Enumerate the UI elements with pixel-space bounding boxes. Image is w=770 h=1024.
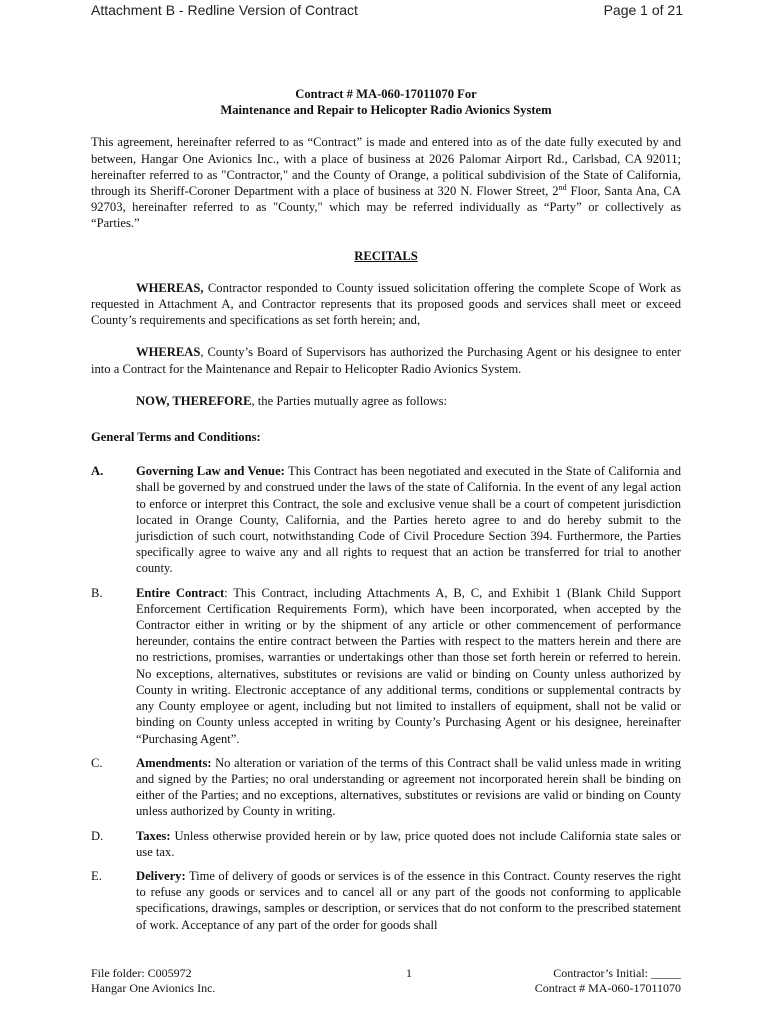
- intro-text-2: Floor, Santa Ana, CA 92703, hereinafter referred to as "County," which may be referred individually as “Party” or collectively as “Parties.”: [91, 184, 682, 231]
- clause-text: [136, 828, 681, 860]
- whereas-text-2: , County’s Board of Supervisors has authorized the Purchasing Agent or his designee to enter into a Contract for the Maintenance and Repair to Helicopter Radio Avionics System.: [91, 345, 681, 376]
- clause-letter: D.: [91, 828, 104, 843]
- clause-d: [91, 828, 681, 860]
- whereas-paragraph-2: [91, 344, 681, 376]
- now-therefore-paragraph: [91, 393, 681, 409]
- clause-lead: Taxes:: [136, 828, 171, 843]
- page-indicator: Page 1 of 21: [603, 2, 683, 18]
- clause-text: [136, 463, 681, 576]
- general-terms-heading: General Terms and Conditions:: [91, 430, 261, 445]
- clause-e: [91, 868, 681, 933]
- clause-letter: C.: [91, 755, 103, 770]
- clause-body: Time of delivery of goods or services is of the essence in this Contract. County reserves the right to refuse any goods or services and to cancel all or any part of the goods not conforming to applicable specifications, drawings, samples or description, or services that do not conform to the prescribed statement of work. Acceptance of any part of the order for goods shall: [136, 868, 681, 932]
- clause-lead: Delivery:: [136, 868, 186, 883]
- clause-letter: A.: [91, 464, 104, 479]
- intro-paragraph: [91, 134, 681, 231]
- footer-contractor-initial: Contractor’s Initial: _____: [553, 966, 681, 980]
- intro-text-1: This agreement, hereinafter referred to as “Contract” is made and entered into as of the date fully executed by and between, Hangar One Avionics Inc., with a place of business at 2026 Palomar Airport Rd., Carlsbad, CA 92011; hereinafter referred to as "Contractor," and the County of Orange, a political subdivision of the State of California, through its Sheriff-Coroner Department with a place of business at 320 N. Flower Street, 2: [91, 135, 681, 199]
- now-therefore-text: , the Parties mutually agree as follows:: [251, 393, 447, 408]
- footer-page-number: 1: [406, 966, 412, 980]
- contract-document: [91, 86, 681, 933]
- clause-body: : This Contract, including Attachments A, B, C, and Exhibit 1 (Blank Child Support Enforcement Certification Requirements Form), which have been incorporated, when accepted by the Contractor either in writing or by the shipment of any article or other commencement of performance hereunder, contains the entire contract between the Parties with respect to the matters herein and there are no restrictions, promises, warranties or undertakings other than those set forth herein or referred to herein. No exceptions, alternatives, substitutes or revisions are valid or binding on County unless authorized by County in writing. Electronic acceptance of any additional terms, conditions or supplemental contracts by any County employee or agent, including but not limited to installers of equipment, shall not be valid or binding on County unless accepted in writing by County’s Purchasing Agent or his designee, hereinafter “Purchasing Agent”.: [136, 585, 681, 746]
- intro-superscript: nd: [558, 182, 567, 192]
- footer-company: Hangar One Avionics Inc.: [91, 981, 216, 995]
- clause-body: Unless otherwise provided herein or by law, price quoted does not include California state sales or use tax.: [136, 828, 681, 859]
- now-therefore-lead: NOW, THEREFORE: [136, 393, 252, 408]
- clause-body: This Contract has been negotiated and executed in the State of California and shall be governed by and construed under the laws of the state of California. In the event of any legal action to enforce or interpret this Contract, the sole and exclusive venue shall be a court of competent jurisdiction located in Orange County, California, and the Parties hereto agree to and do hereby submit to the jurisdiction of such court, notwithstanding Code of Civil Procedure Section 394. Furthermore, the Parties specifically agree to waive any and all rights to request that an action be transferred for trial to another county.: [136, 464, 681, 576]
- clause-text: [136, 585, 681, 747]
- whereas-paragraph-1: [91, 280, 681, 329]
- clause-lead: Entire Contract: [136, 585, 225, 600]
- whereas-lead-1: WHEREAS,: [136, 280, 204, 295]
- contract-title: [91, 86, 681, 118]
- clause-b: [91, 585, 681, 747]
- clause-letter: B.: [91, 585, 103, 600]
- clause-lead: Amendments:: [136, 755, 212, 770]
- footer-file-folder: File folder: C005972: [91, 966, 192, 980]
- attachment-header: Attachment B - Redline Version of Contract: [91, 2, 358, 18]
- recitals-heading: RECITALS: [354, 248, 418, 263]
- clause-c: [91, 755, 681, 820]
- clause-text: [136, 868, 681, 933]
- contract-title-line-2: Maintenance and Repair to Helicopter Radio Avionics System: [220, 103, 552, 118]
- whereas-lead-2: WHEREAS: [136, 345, 201, 360]
- whereas-text-1: Contractor responded to County issued solicitation offering the complete Scope of Work as requested in Attachment A, and Contractor represents that its proposed goods and services shall meet or exceed County’s requirements and specifications as set forth herein; and,: [91, 280, 681, 328]
- clause-text: [136, 755, 681, 820]
- footer-contract-number: Contract # MA-060-17011070: [534, 981, 681, 995]
- contract-title-line-1: Contract # MA-060-17011070 For: [295, 87, 477, 101]
- clause-body: No alteration or variation of the terms of this Contract shall be valid unless made in writing and signed by the Parties; no oral understanding or agreement not incorporated herein shall be binding on either of the Parties; and no exceptions, alternatives, substitutes or revisions are valid or binding on County unless authorized by County in writing.: [136, 755, 681, 819]
- footer-right: [535, 966, 681, 996]
- clause-letter: E.: [91, 868, 102, 883]
- clause-a: [91, 463, 681, 576]
- clause-lead: Governing Law and Venue:: [136, 464, 285, 479]
